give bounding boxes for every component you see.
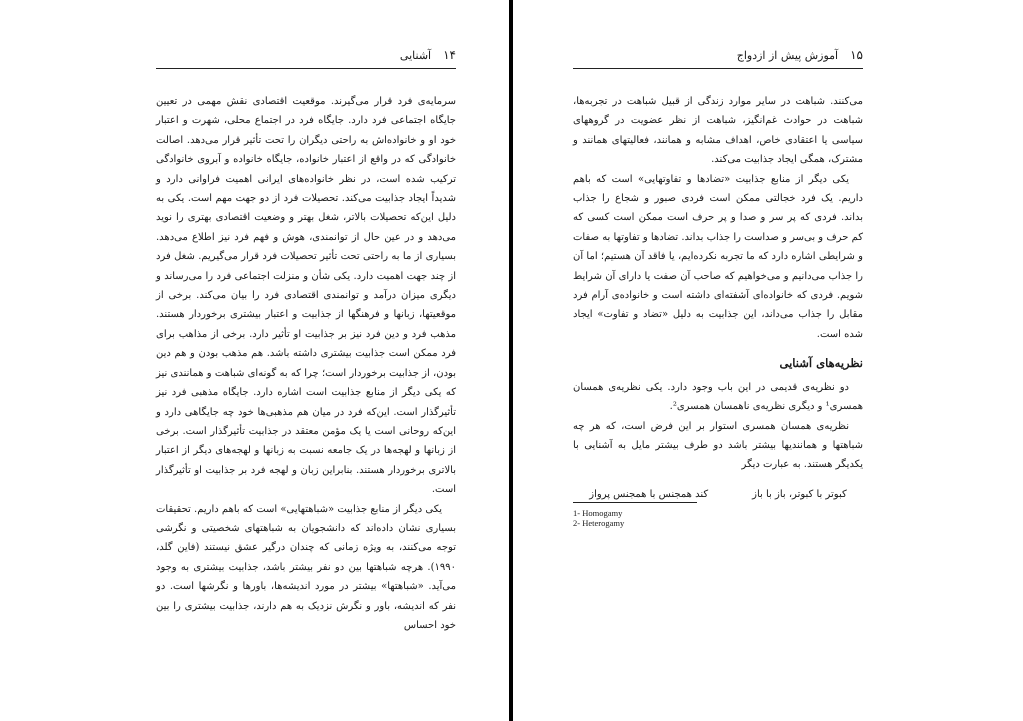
right-page-header [573, 48, 863, 68]
section-paragraph-2: نظریه‌ی همسان همسری استوار بر این فرض است، که هر چه شباهتها و همانندیها بیشتر باشد دو طرف بیشتر مایل به آشنایی با یکدیگر هستند. به عبارت دیگر [573, 420, 863, 471]
right-page-number: ۱۵ [850, 48, 863, 62]
left-running-title: آشنایی [399, 49, 432, 62]
left-paragraph-2: یکی دیگر از منابع جذابیت «شباهتهایی» است که باهم داریم. تحقیقات بسیاری نشان داده‌اند که دانشجویان به شباهتهای شخصیتی و نگرشی توجه می‌کنند، به ویژه زمانی که چندان درگیر عشق نیستند (فاین گلد، ۱۹۹۰). هرچه شباهتها بین دو نفر بیشتر باشد، جذابیت بیشتری به وجود می‌آید. «شباهتها» بیشتر در مورد اندیشه‌ها، باورها و نگرشها است. دو نفر که اندیشه، باور و نگرش نزدیک به هم دارند، جذابیت بیشتری را بین خود احساس [156, 503, 456, 631]
poem-hemistich-1: کبوتر با کبوتر، باز با باز [752, 488, 847, 500]
left-page-number: ۱۴ [443, 48, 456, 62]
footnote-rule [573, 502, 697, 503]
right-running-title: آموزش پیش از ازدواج [736, 49, 839, 62]
section-paragraph-1: دو نظریه‌ی قدیمی در این باب وجود دارد. یکی نظریه‌ی همسان همسری¹ و دیگری نظریه‌ی ناهمسان همسری². [573, 381, 863, 413]
left-body-text [156, 92, 456, 635]
right-page [513, 0, 1023, 721]
right-header-rule [573, 68, 863, 69]
section-heading: نظریه‌های آشنایی [779, 356, 863, 371]
left-paragraph-1: سرمایه‌ی فرد قرار می‌گیرند. موقعیت اقتصادی نقش مهمی در تعیین جایگاه اجتماعی فرد دارد. جایگاه فرد در اجتماع محلی، شهرت و اعتبار خود او و خانواده‌اش به راحتی دیگران را تحت تأثیر قرار می‌دهد. اصالت خانوادگی که در واقع از اعتبار خانواده، جایگاه خانواده و آبروی خانوادگی ترکیب شده است، در نظر خانواده‌های ایرانی اهمیت فراوانی دارد و شدیداً ایجاد جذابیت می‌کند. تحصیلات فرد از دو جهت مهم است. یکی به دلیل این‌که تحصیلات بالاتر، شغل بهتر و وضعیت اقتصادی بهتری را نوید می‌دهد و در عین حال از توانمندی، هوش و فهم فرد نیز اطلاع می‌دهد. بسیاری از ما به راحتی تحت تأثیر تحصیلات فرد قرار می‌گیریم. شغل فرد از چند جهت اهمیت دارد. یکی شأن و منزلت اجتماعی فرد را می‌رساند و دیگری میزان درآمد و توانمندی اقتصادی فرد را بیان می‌کند. برخی از موقعیتها، زبانها و فرهنگها از جذابیت و اعتبار بیشتری برخوردار هستند. مذهب فرد و دین فرد نیز بر جذابیت او تأثیر دارد. برخی از مذاهب برای فرد ممکن است جذابیت بیشتری داشته باشد. هم مذهب بودن و هم دین بودن، از جذابیت برخوردار است؛ چرا که به گونه‌ای شباهت و همانندی نیز که یکی دیگر از منابع جذابیت است اشاره دارد. جایگاه مذهبی فرد نیز تأثیرگذار است. این‌که فرد در میان هم مذهبی‌ها خود چه جایگاهی دارد و این‌که روحانی است یا یک مؤمن معتقد در جذابیت تأثیرگذار است. برخی از زبانها و لهجه‌ها در یک جامعه نسبت به زبانها و لهجه‌های دیگر از اعتبار بالاتری برخوردار هستند. بنابراین زبان و لهجه فرد بر جذابیت او تأثیرگذار است. [156, 96, 456, 496]
right-paragraph-2: یکی دیگر از منابع جذابیت «تضادها و تفاوتهایی» است که باهم داریم. یک فرد خجالتی ممکن است فردی صبور و شجاع را جذاب بداند. فردی که پر سر و صدا و پر حرف است ممکن است کسی که کم حرف و بی‌سر و صداست را جذاب بداند. تضادها و تفاوتها به صفات و شرایطی اشاره دارد که ما تجربه نکرده‌ایم، یا فاقد آن هستیم؛ اما آن را جذاب می‌دانیم و می‌خواهیم که صاحب آن صفت یا دارای آن شرایط شویم. فردی که خانواده‌ای آشفته‌ای داشته است و خانواده‌ی آرام فرد مقابل را جذاب می‌داند، این جذابیت به دلیل «تضاد و تفاوت» ایجاد شده است. [573, 173, 863, 340]
poem-hemistich-2: کند همجنس با همجنس پرواز [589, 488, 709, 500]
footnote-1: 1- Homogamy [573, 508, 623, 518]
footnote-2: 2- Heterogamy [573, 518, 625, 528]
footnotes [573, 508, 773, 528]
left-page-header [156, 48, 456, 68]
left-header-rule [156, 68, 456, 69]
left-page [0, 0, 509, 721]
right-paragraph-1: می‌کنند. شباهت در سایر موارد زندگی از قبیل شباهت در تجربه‌ها، شباهت در حوادث غم‌انگیز، شباهت از نظر عضویت در گروههای سیاسی یا اعتقادی خاص، اهداف مشابه و همانند، فعالیتهای همانند و مشترک، همگی ایجاد جذابیت می‌کند. [573, 96, 863, 166]
right-body-text [573, 92, 863, 504]
